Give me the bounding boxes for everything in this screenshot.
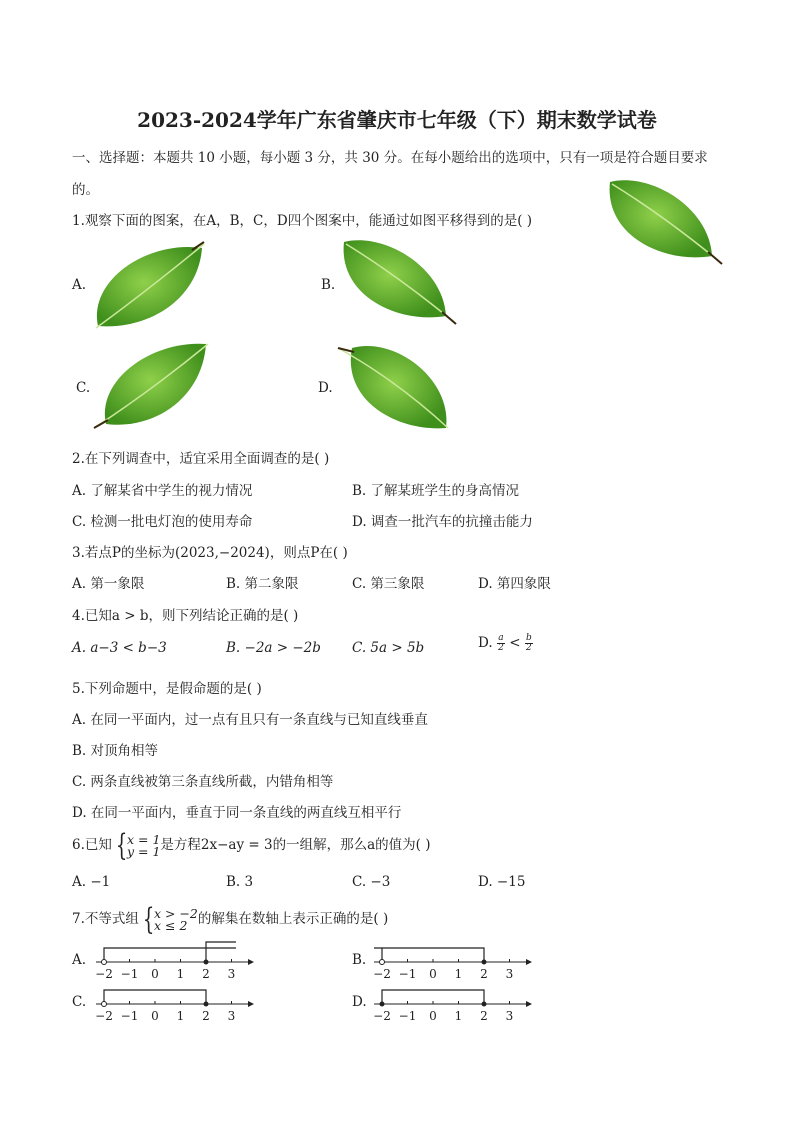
q7-b-tick-label: 3 [505, 967, 514, 981]
reference-leaf-image [604, 176, 724, 266]
q1-label-c: C. [76, 380, 91, 396]
q7-d-tick-label: 1 [454, 1009, 463, 1023]
q6-eq2: y = 1 [126, 843, 161, 859]
q4-stem: 4.已知a > b，则下列结论正确的是( ) [72, 608, 299, 624]
q7-a-tick-label: −1 [120, 967, 139, 981]
q7-brace: { [142, 902, 155, 937]
q4-option-d-label: D. [478, 635, 493, 651]
q6-stem-post: 是方程2x−ay = 3的一组解，那么a的值为( ) [160, 837, 431, 853]
q1-label-d: D. [318, 380, 333, 396]
q3-option-c: C. 第三象限 [352, 576, 425, 592]
q7-label-b: B. [352, 952, 367, 968]
q7-d-tick-label: 3 [505, 1009, 514, 1023]
q4-frac-b-num: b [525, 633, 532, 643]
q4-frac-a [497, 634, 505, 653]
q7-inequalities [153, 905, 198, 933]
q7-label-a: A. [72, 952, 87, 968]
q2-stem: 2.在下列调查中，适宜采用全面调查的是( ) [72, 451, 330, 467]
q6-option-d: D. −15 [478, 874, 526, 890]
q3-stem: 3.若点P的坐标为(2023,−2024)，则点P在( ) [72, 545, 348, 561]
q7-stem-pre: 7.不等式组 [72, 911, 139, 927]
q7-d-tick-label: −2 [373, 1009, 391, 1023]
q7-a-tick-label: 3 [227, 967, 236, 981]
q7-number-line-b [364, 938, 534, 984]
q5-option-c: C. 两条直线被第三条直线所截，内错角相等 [72, 774, 334, 790]
q5-option-a: A. 在同一平面内，过一点有且只有一条直线与已知直线垂直 [72, 712, 428, 728]
q4-frac-a-num: a [498, 633, 504, 643]
q2-option-c: C. 检测一批电灯泡的使用寿命 [72, 514, 253, 530]
q3-option-a: A. 第一象限 [72, 576, 145, 592]
q7-number-line-d [364, 980, 534, 1026]
q7-eq2: x ≤ 2 [153, 917, 188, 933]
q1-stem: 1.观察下面的图案，在A，B，C，D四个图案中，能通过如图平移得到的是( ) [72, 213, 533, 229]
q7-b-tick-label: 0 [429, 967, 437, 981]
q7-b-tick-label: 1 [454, 967, 463, 981]
q7-d-tick-label: 2 [480, 1009, 488, 1023]
q7-stem-post: 的解集在数轴上表示正确的是( ) [197, 911, 389, 927]
q1-label-b: B. [321, 277, 336, 293]
q7-a-tick-label: −2 [95, 967, 113, 981]
q4-frac-b [525, 634, 533, 653]
q7-b-tick-label: −2 [373, 967, 391, 981]
q7-c-tick-label: 1 [176, 1009, 185, 1023]
q7-c-tick-label: 0 [151, 1009, 159, 1023]
q1-label-a: A. [72, 277, 87, 293]
q6-option-c: C. −3 [352, 874, 391, 890]
q7-a-tick-label: 0 [151, 967, 159, 981]
q6-stem-pre: 6.已知 [72, 837, 112, 853]
q1-option-d-leaf [336, 340, 456, 432]
q5-option-d: D. 在同一平面内，垂直于同一条直线的两直线互相平行 [72, 805, 402, 821]
q6-equation-system [112, 828, 161, 863]
q7-d-tick-label: −1 [398, 1009, 417, 1023]
q6-equations [126, 831, 161, 859]
q3-option-d: D. 第四象限 [478, 576, 551, 592]
q7-eq1: x > −2 [153, 905, 198, 921]
q4-frac-b-den: 2 [525, 643, 532, 653]
q7-label-d: D. [352, 994, 367, 1010]
q2-option-d: D. 调查一批汽车的抗撞击能力 [352, 514, 533, 530]
q5-option-b: B. 对顶角相等 [72, 743, 159, 759]
q7-c-tick-label: 3 [227, 1009, 236, 1023]
section-instructions-line1: 一、选择题：本题共 10 小题，每小题 3 分，共 30 分。在每小题给出的选项中，只有一项是符合题目要求 [72, 150, 708, 166]
q7-a-tick-label: 2 [202, 967, 210, 981]
q7-c-tick-label: −1 [120, 1009, 139, 1023]
q6-brace: { [115, 828, 128, 863]
q4-option-d-op: < [509, 635, 521, 651]
q7-b-tick-label: 2 [480, 967, 488, 981]
q2-option-a: A. 了解某省中学生的视力情况 [72, 483, 253, 499]
q6-option-b: B. 3 [226, 874, 254, 890]
q4-option-b: B. −2a > −2b [226, 640, 321, 656]
q4-option-d [478, 634, 533, 653]
q4-frac-a-den: 2 [498, 643, 504, 653]
q7-number-line-a [86, 938, 256, 984]
q5-stem: 5.下列命题中，是假命题的是( ) [72, 681, 262, 697]
q7-d-tick-label: 0 [429, 1009, 437, 1023]
q1-option-b-leaf [338, 236, 458, 326]
q1-option-a-leaf [88, 240, 208, 330]
q4-option-a: A. a−3 < b−3 [72, 640, 167, 656]
q6-eq1: x = 1 [126, 831, 161, 847]
q3-option-b: B. 第二象限 [226, 576, 299, 592]
q7-label-c: C. [72, 994, 87, 1010]
q7-c-tick-label: 2 [202, 1009, 210, 1023]
q7-b-tick-label: −1 [398, 967, 417, 981]
q7-number-line-c [86, 980, 256, 1026]
q6-option-a: A. −1 [72, 874, 111, 890]
q2-option-b: B. 了解某班学生的身高情况 [352, 483, 520, 499]
q6-stem [72, 828, 430, 863]
q7-a-tick-label: 1 [176, 967, 185, 981]
section-instructions-line2: 的。 [72, 182, 99, 198]
page-title: 2023-2024学年广东省肇庆市七年级（下）期末数学试卷 [137, 108, 657, 132]
q1-option-c-leaf [92, 340, 212, 430]
q7-inequality-system [139, 902, 198, 937]
q4-option-c: C. 5a > 5b [352, 640, 425, 656]
q7-stem [72, 902, 388, 937]
q7-c-tick-label: −2 [95, 1009, 113, 1023]
